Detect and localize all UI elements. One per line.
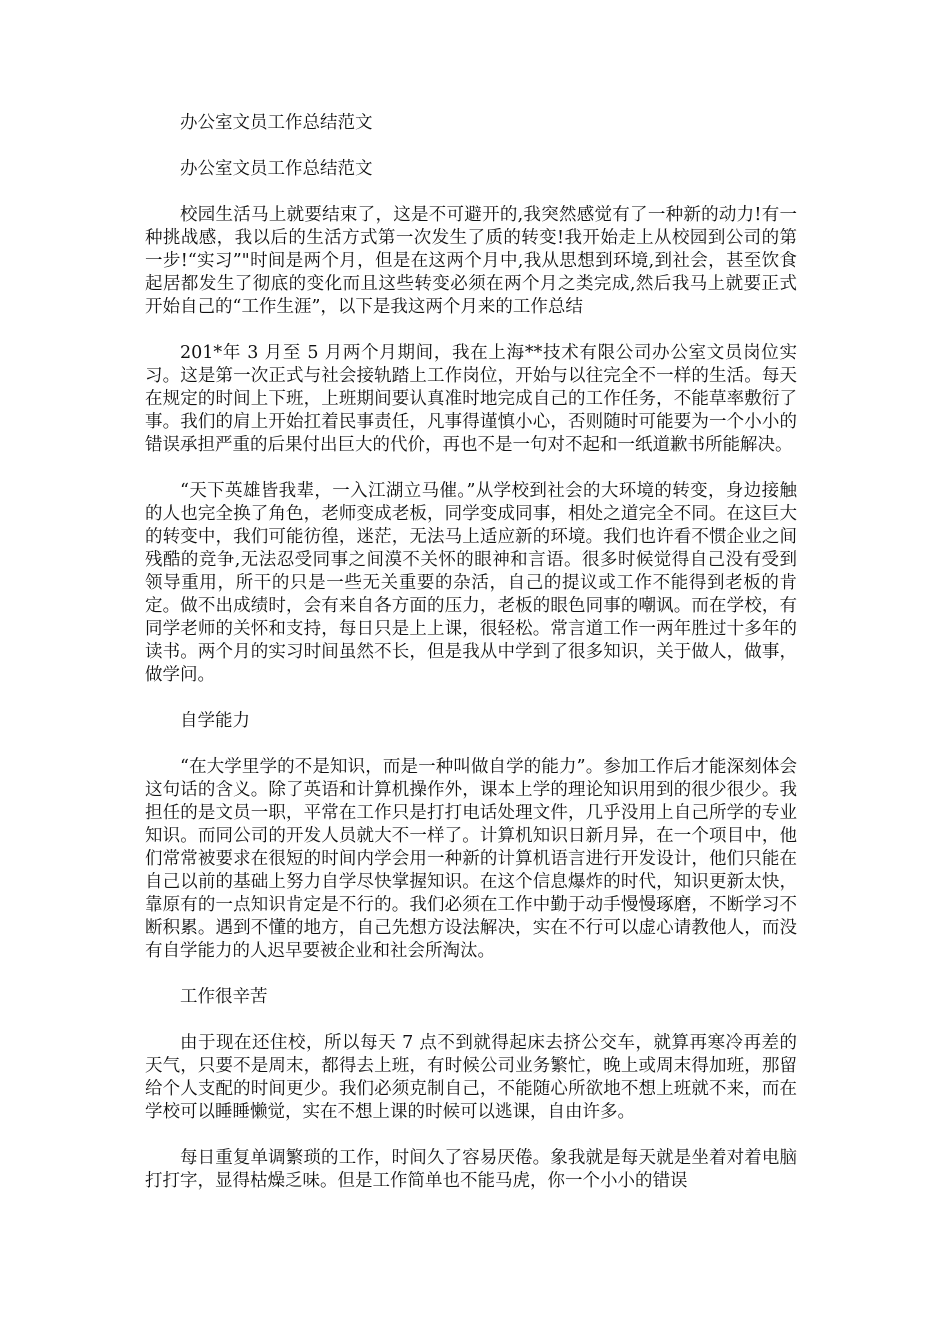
document-title: 办公室文员工作总结范文 — [180, 113, 373, 133]
section-heading-hard-work: 工作很辛苦 — [180, 987, 268, 1007]
section-heading-self-learning: 自学能力 — [180, 711, 250, 731]
paragraph-hard-work: 由于现在还住校，所以每天 7 点不到就得起床去挤公交车，就算再寒冷再差的天气，只要不是周末，都得去上班，有时候公司业务繁忙，晚上或周末得加班，那留给个人支配的时间更少。我们必须克制自己，不能随心所欲地不想上班就不来，而在学校可以睡睡懒觉，实在不想上课的时候可以逃课，自由许多。 — [145, 1033, 797, 1122]
paragraph-internship: 201*年 3 月至 5 月两个月期间，我在上海**技术有限公司办公室文员岗位实习。这是第一次正式与社会接轨踏上工作岗位，开始与以往完全不一样的生活。每天在规定的时间上下班，上班期间要认真准时地完成自己的工作任务，不能草率敷衍了事。我们的肩上开始扛着民事责任，凡事得谨慎小心，否则随时可能要为一个小小的错误承担严重的后果付出巨大的代价，再也不是一句对不起和一纸道歉书所能解决。 — [145, 343, 797, 455]
paragraph-routine: 每日重复单调繁琐的工作，时间久了容易厌倦。象我就是每天就是坐着对着电脑打打字，显得枯燥乏味。但是工作简单也不能马虎，你一个小小的错误 — [145, 1148, 797, 1191]
document-subtitle: 办公室文员工作总结范文 — [180, 159, 373, 179]
paragraph-self-learning: “在大学里学的不是知识，而是一种叫做自学的能力”。参加工作后才能深刻体会这句话的含义。除了英语和计算机操作外，课本上学的理论知识用到的很少很少。我担任的是文员一职，平常在工作只是打打电话处理文件，几乎没用上自己所学的专业知识。而同公司的开发人员就大不一样了。计算机知识日新月异，在一个项目中，他们常常被要求在很短的时间内学会用一种新的计算机语言进行开发设计，他们只能在自己以前的基础上努力自学尽快掌握知识。在这个信息爆炸的时代，知识更新太快，靠原有的一点知识肯定是不行的。我们必须在工作中勤于动手慢慢琢磨，不断学习不断积累。遇到不懂的地方，自己先想方设法解决，实在不行可以虚心请教他人，而没有自学能力的人迟早要被企业和社会所淘汰。 — [145, 757, 797, 961]
paragraph-transition: “天下英雄皆我辈，一入江湖立马催。”从学校到社会的大环境的转变，身边接触的人也完全换了角色，老师变成老板，同学变成同事，相处之道完全不同。在这巨大的转变中，我们可能彷徨，迷茫，无法马上适应新的环境。我们也许看不惯企业之间残酷的竞争,无法忍受同事之间漠不关怀的眼神和言语。很多时候觉得自己没有受到领导重用，所干的只是一些无关重要的杂活，自己的提议或工作不能得到老板的肯定。做不出成绩时，会有来自各方面的压力，老板的眼色同事的嘲讽。而在学校，有同学老师的关怀和支持，每日只是上上课，很轻松。常言道工作一两年胜过十多年的读书。两个月的实习时间虽然不长，但是我从中学到了很多知识，关于做人，做事，做学问。 — [145, 481, 797, 685]
document-page — [145, 112, 797, 1216]
paragraph-intro: 校园生活马上就要结束了，这是不可避开的,我突然感觉有了一种新的动力!有一种挑战感，我以后的生活方式第一次发生了质的转变!我开始走上从校园到公司的第一步!“实习”"时间是两个月，但是在这两个月中,我从思想到环境,到社会，甚至饮食起居都发生了彻底的变化而且这些转变必须在两个月之类完成,然后我马上就要正式开始自己的“工作生涯”，以下是我这两个月来的工作总结 — [145, 205, 797, 317]
